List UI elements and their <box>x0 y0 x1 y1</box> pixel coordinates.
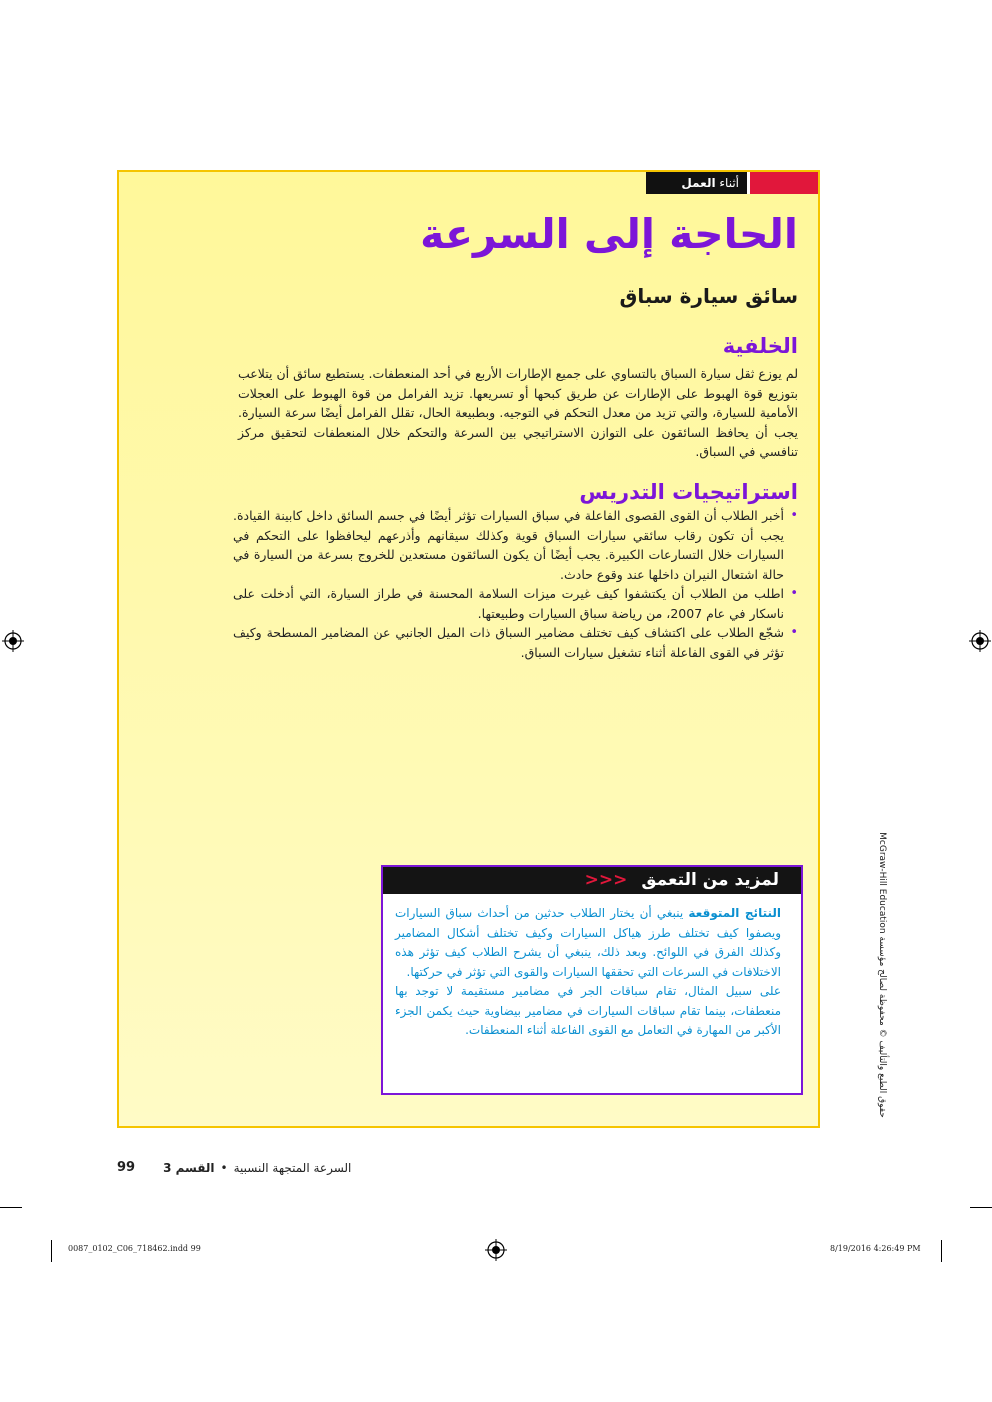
arrows-icon: <<< <box>584 870 628 890</box>
list-item-text: اطلب من الطلاب أن يكتشفوا كيف غيرت ميزات السلامة المحسنة في طراز السيارة، التي أدخلت على ناسكار في عام 2007، من رياضة سباق السيارات وطبيعتها. <box>233 586 784 621</box>
page-number: 99 <box>117 1160 136 1175</box>
list-item <box>233 506 798 584</box>
slug-file: 0087_0102_C06_718462.indd 99 <box>68 1244 201 1253</box>
crop-mark <box>941 1240 942 1262</box>
strategies-list <box>233 506 798 662</box>
background-text: لم يوزع ثقل سيارة السباق بالتساوي على جميع الإطارات الأربع في أحد المنعطفات. يستطيع سائق أن يتلاعب بتوزيع قوة الهبوط على الإطارات عن طريق كبحها أو تسريعها. تزيد الفرامل من قوة الهبوط على العجلات الأمامية للسيارة، والتي تزيد من معدل التحكم في التوجيه. وبطبيعة الحال، تقلل الفرامل أيضًا سرعة السيارة. يجب أن يحافظ السائقون على التوازن الاستراتيجي بين السرعة والتحكم خلال المنعطفات لتحقيق مركز تنافسي في السباق. <box>238 366 798 459</box>
copyright-notice <box>875 810 889 1140</box>
registration-mark-icon <box>485 1239 507 1261</box>
registration-mark-icon <box>969 630 991 652</box>
outcomes-text: ينبغي أن يختار الطلاب حدثين من أحداث سباق السيارات ويصفوا كيف تختلف طرز هياكل السيارات وكيف تختلف أشكال المضامير وكذلك الفرق في اللوائح. وبعد ذلك، ينبغي أن يشرح الطلاب كيف تؤثر هذه الاختلافات في السرعات التي تحققها السيارات والقوى التي تؤثر في حركتها. <box>395 906 781 979</box>
page-title: الحاجة إلى السرعة <box>420 210 798 258</box>
list-item-text: أخبر الطلاب أن القوى القصوى الفاعلة في سباق السيارات تؤثر أيضًا في جسم السائق داخل كابينة القيادة. يجب أن تكون رقاب سائقي سيارات السباق قوية وكذلك سيقانهم وأذرعهم ليحافظوا على التحكم في السيارات خلال التسارعات الكبيرة. يجب أيضًا أن يكون السائقون مستعدين للخروج بسرعة من السيارة في حالة اشتعال النيران داخلها عند وقوع حادث. <box>233 508 784 582</box>
chapter-label: السرعة المتجهة النسبية <box>233 1160 352 1175</box>
section-label: القسم 3 <box>163 1160 215 1175</box>
outcomes-label: النتائج المتوقعة <box>688 906 781 920</box>
bullet-icon: • <box>790 508 798 523</box>
feature-tag <box>646 172 818 194</box>
crop-mark <box>0 1207 22 1208</box>
slug-date: 8/19/2016 4:26:49 PM <box>830 1244 921 1253</box>
bullet-icon: • <box>790 586 798 601</box>
strategies-heading: استراتيجيات التدريس <box>579 480 798 504</box>
deeper-box <box>381 865 803 1095</box>
tag-accent <box>750 172 818 194</box>
list-item-text: شجّع الطلاب على اكتشاف كيف تختلف مضامير السباق ذات الميل الجانبي عن المضامير المسطحة وكيف تؤثر في القوى الفاعلة أثناء تشغيل سيارات السباق. <box>233 625 784 660</box>
list-item <box>233 623 798 662</box>
list-item <box>233 584 798 623</box>
tag-bold: العمل <box>681 176 716 190</box>
page-footer <box>117 1160 351 1175</box>
registration-mark-icon <box>2 630 24 652</box>
crop-mark <box>51 1240 52 1262</box>
bullet-icon: • <box>790 625 798 640</box>
deeper-header <box>383 867 801 894</box>
footer-bullet: • <box>220 1160 228 1175</box>
crop-mark <box>970 1207 992 1208</box>
copyright-text: حقوق الطبع والتأليف © محفوظة لصالح مؤسسة McGraw-Hill Education <box>877 832 887 1118</box>
background-heading: الخلفية <box>722 334 798 358</box>
tag-label <box>646 172 747 194</box>
tag-prefix: أثناء <box>719 176 739 190</box>
deeper-body <box>383 894 801 1041</box>
deeper-heading: لمزيد من التعمق <box>641 870 779 890</box>
feature-panel <box>117 170 820 1128</box>
page-subtitle: سائق سيارة سباق <box>619 284 798 308</box>
example-text: على سبيل المثال، تقام سباقات الجر في مضامير مستقيمة لا توجد بها منعطفات، بينما تقام سباقات السيارات في مضامير بيضاوية حيث يكمن الجزء الأكبر من المهارة في التعامل مع القوى الفاعلة أثناء المنعطفات. <box>395 984 781 1037</box>
